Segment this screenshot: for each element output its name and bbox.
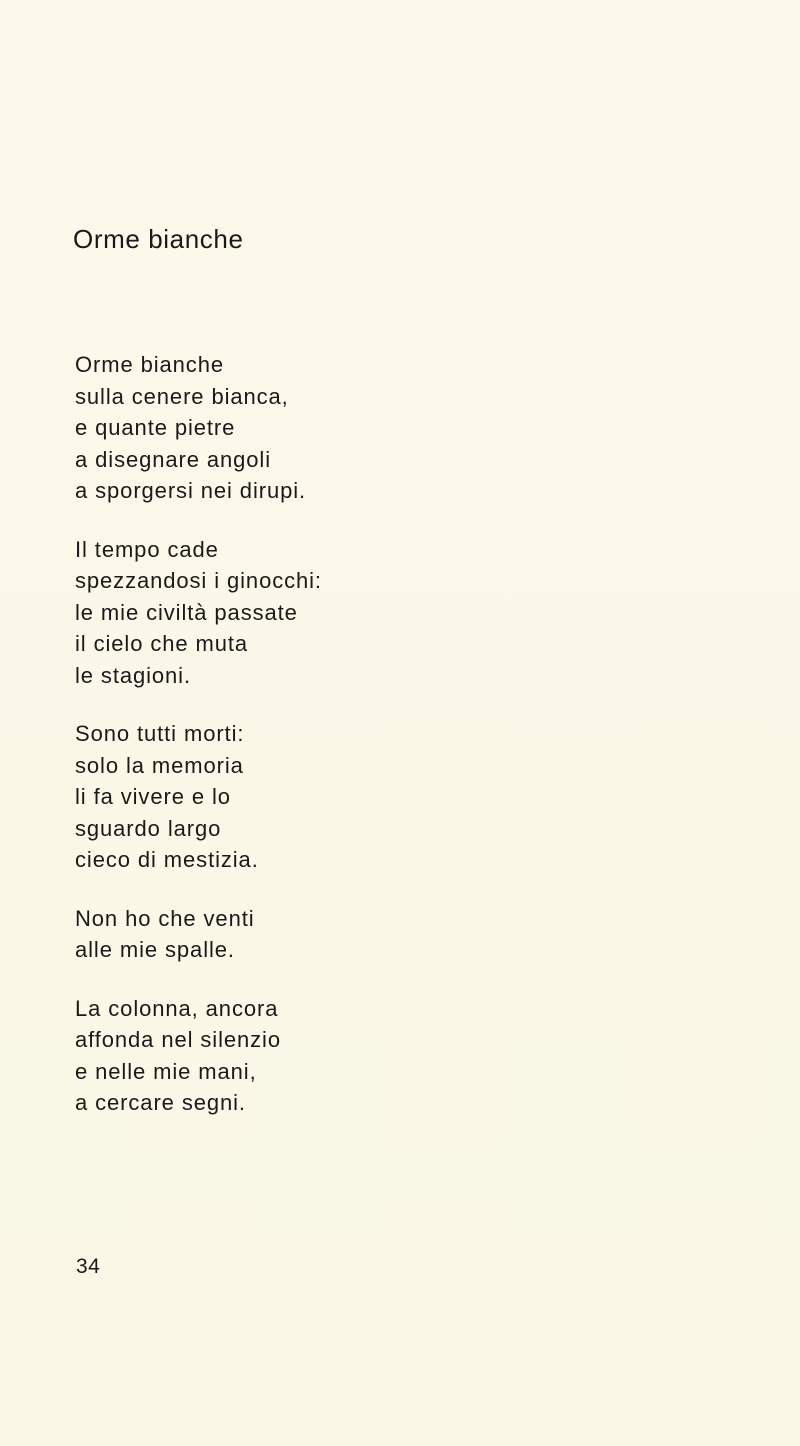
poem-line: a sporgersi nei dirupi. [75,478,307,503]
poem-line: a cercare segni. [75,1090,246,1115]
poem-line: solo la memoria [75,752,244,778]
poem-line: e nelle mie mani, [75,1058,257,1084]
poem-line: spezzandosi i ginocchi: [75,568,322,593]
poem-body [75,349,715,1146]
stanza-1 [75,349,715,507]
poem-line: a disegnare angoli [75,446,272,472]
poem-line: affonda nel silenzio [75,1027,281,1052]
poem-line: il cielo che muta [75,631,249,656]
poem-line: sguardo largo [75,815,222,841]
stanza-3 [75,718,715,876]
poem-line: sulla cenere bianca, [75,383,289,409]
poem-line: e quante pietre [75,415,236,440]
poem-line: Orme bianche [75,352,224,377]
poem-line: Il tempo cade [75,536,219,562]
poem-title: Orme bianche [73,224,244,254]
poem-line: La colonna, ancora [75,995,279,1021]
poem-line: alle mie spalle. [75,937,235,962]
stanza-2 [75,534,715,692]
poem-line: cieco di mestizia. [75,847,259,872]
stanza-4 [75,903,715,966]
poem-line: le stagioni. [75,662,191,688]
poem-line: li fa vivere e lo [75,784,231,809]
poem-line: Sono tutti morti: [75,721,245,746]
page-number: 34 [76,1255,101,1278]
stanza-5 [75,993,715,1119]
poem-line: le mie civiltà passate [75,599,298,625]
poem-line: Non ho che venti [75,905,255,931]
